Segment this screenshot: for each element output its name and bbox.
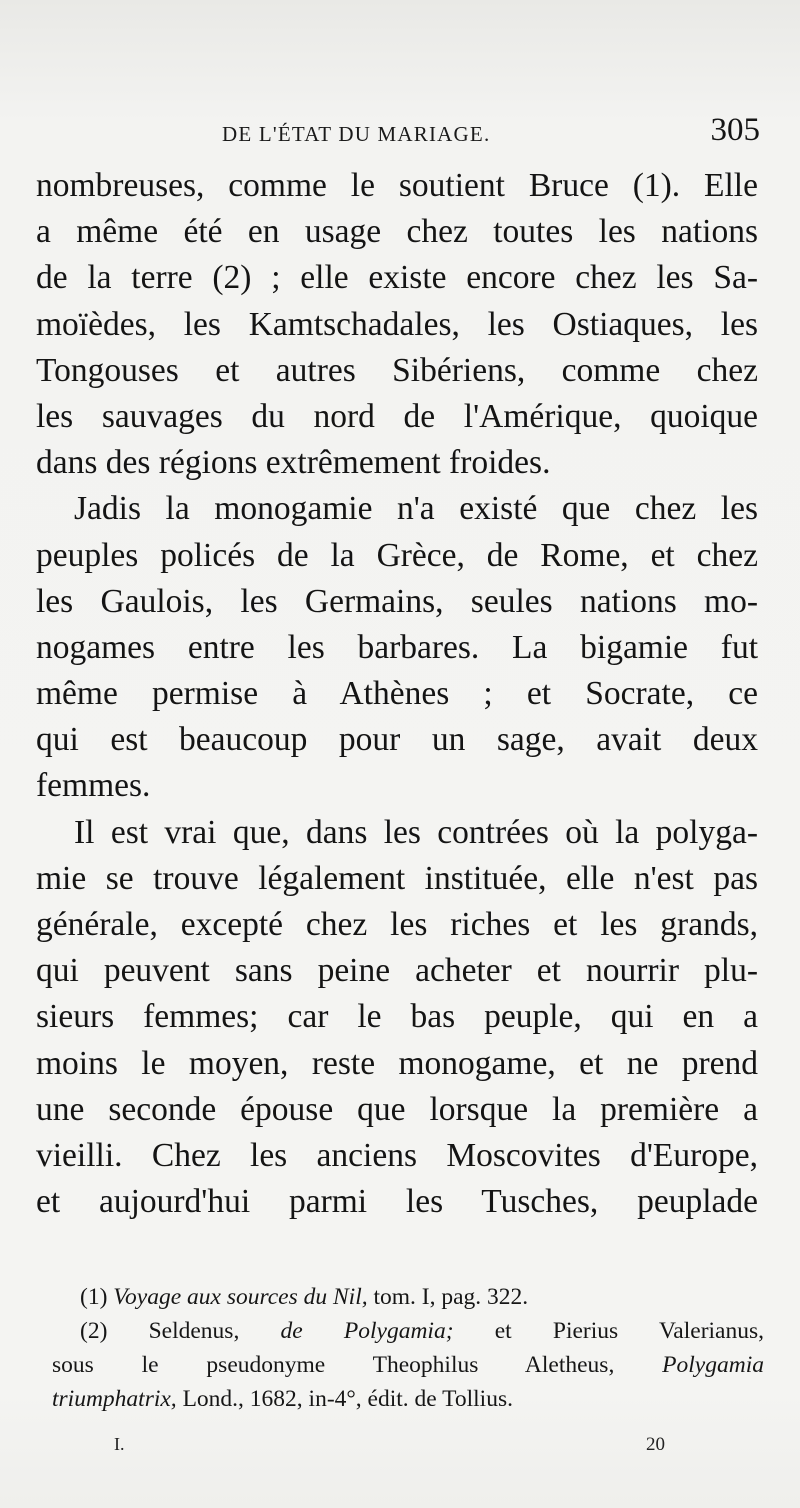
text-line: même permise à Athènes ; et Socrate, ce <box>36 675 758 713</box>
signature-number: 20 <box>646 1434 665 1455</box>
text-line: et aujourd'hui parmi les Tusches, peuplade <box>36 1183 758 1221</box>
footnote-text: sous le pseudonyme Theophilus Aletheus, <box>52 1352 615 1378</box>
signature-mark: I. <box>114 1434 125 1454</box>
text-line: dans des régions extrêmement froides. <box>36 444 551 482</box>
text-line: a même été en usage chez toutes les nations <box>36 213 758 251</box>
footnote-title: de Polygamia; <box>280 1318 454 1344</box>
footnote-text: et Pierius Valerianus, <box>494 1318 765 1344</box>
page-header <box>40 112 770 152</box>
footnote-2-line-3 <box>52 1382 764 1416</box>
footnote-1 <box>52 1280 764 1314</box>
text-line: les sauvages du nord de l'Amérique, quoique <box>36 397 758 435</box>
footnote-title: Polygamia <box>662 1352 764 1378</box>
text-line: qui est beaucoup pour un sage, avait deux <box>36 721 758 759</box>
footnote-marker: (1) <box>80 1284 108 1310</box>
footnote-text: tom. I, pag. 322. <box>373 1284 529 1310</box>
text-line: nogames entre les barbares. La bigamie fut <box>36 628 758 666</box>
text-line: les Gaulois, les Germains, seules nations mo- <box>36 582 758 620</box>
text-line: femmes. <box>36 767 151 805</box>
text-line: une seconde épouse que lorsque la première a <box>36 1090 758 1128</box>
page-number: 305 <box>710 112 760 148</box>
text-line: de la terre (2) ; elle existe encore chez les Sa- <box>36 259 758 297</box>
text-line: Il est vrai que, dans les contrées où la polyga- <box>74 813 758 851</box>
text-line: qui peuvent sans peine acheter et nourrir plu- <box>36 952 758 990</box>
footnote-text: (2) Seldenus, <box>80 1318 240 1344</box>
footnote-text: Lond., 1682, in-4°, édit. de Tollius. <box>182 1386 513 1412</box>
text-line: sieurs femmes; car le bas peuple, qui en a <box>36 998 758 1036</box>
text-line: Jadis la monogamie n'a existé que chez les <box>74 490 758 528</box>
text-line: moins le moyen, reste monogame, et ne prend <box>36 1044 758 1082</box>
footnote-2-line-1 <box>52 1314 764 1348</box>
body-text <box>36 163 758 1225</box>
text-line: nombreuses, comme le soutient Bruce (1). Elle <box>36 167 758 204</box>
text-line: mie se trouve légalement instituée, elle n'est pas <box>36 859 758 897</box>
footnotes <box>52 1280 764 1416</box>
text-line: peuples policés de la Grèce, de Rome, et chez <box>36 536 758 574</box>
text-line: moïèdes, les Kamtschadales, les Ostiaques, les <box>36 305 758 343</box>
footnote-2-line-2 <box>52 1348 764 1382</box>
footnote-title: Voyage aux sources du Nil, <box>113 1284 368 1310</box>
text-line: vieilli. Chez les anciens Moscovites d'Europe, <box>36 1136 758 1174</box>
running-head: DE L'ÉTAT DU MARIAGE. <box>222 122 491 146</box>
text-line: générale, excepté chez les riches et les grands, <box>36 906 758 943</box>
text-line: Tongouses et autres Sibériens, comme chez <box>36 351 758 389</box>
footnote-title: triumphatrix, <box>52 1386 177 1412</box>
